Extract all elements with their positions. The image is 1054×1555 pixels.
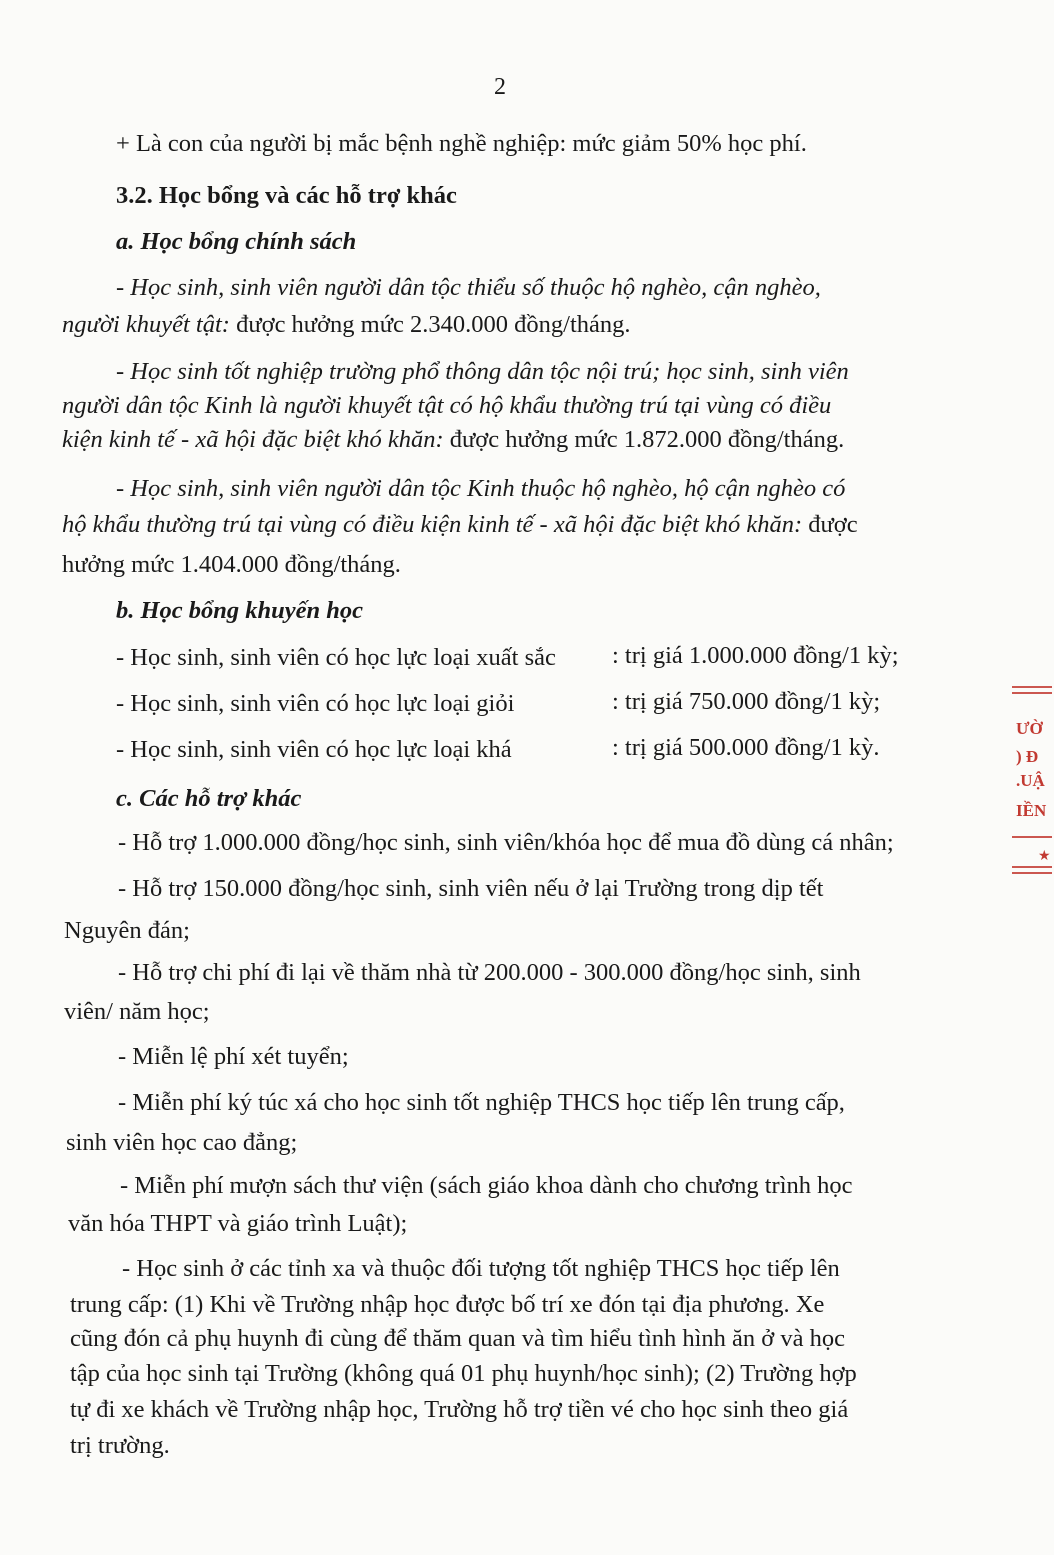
stamp-text: .UẬ	[1016, 771, 1045, 790]
text-line: tự đi xe khách về Trường nhập học, Trường hỗ trợ tiền vé cho học sinh theo giá	[70, 1396, 849, 1423]
text-span: được hưởng mức 1.872.000 đồng/tháng.	[443, 426, 845, 453]
text-line: hưởng mức 1.404.000 đồng/tháng.	[62, 551, 401, 578]
text-line	[62, 428, 844, 453]
text-span: được	[802, 511, 858, 538]
text-line: - Học sinh, sinh viên người dân tộc Kinh thuộc hộ nghèo, hộ cận nghèo có	[116, 475, 846, 502]
italic-phrase: người khuyết tật:	[62, 311, 230, 338]
text-line: văn hóa THPT và giáo trình Luật);	[68, 1210, 408, 1237]
subsection-heading-b: b. Học bổng khuyến học	[116, 597, 364, 624]
stamp-rule	[1012, 686, 1052, 688]
page-number: 2	[494, 74, 506, 100]
text-line: - Hỗ trợ 1.000.000 đồng/học sinh, sinh viên/khóa học để mua đồ dùng cá nhân;	[118, 829, 894, 856]
text-line: tập của học sinh tại Trường (không quá 01 phụ huynh/học sinh); (2) Trường hợp	[70, 1360, 857, 1387]
text-line: + Là con của người bị mắc bệnh nghề nghiệp: mức giảm 50% học phí.	[116, 130, 807, 157]
text-line: - Miễn phí mượn sách thư viện (sách giáo khoa dành cho chương trình học	[120, 1172, 853, 1199]
scholarship-label: - Học sinh, sinh viên có học lực loại khá	[116, 736, 512, 763]
scholarship-value: : trị giá 1.000.000 đồng/1 kỳ;	[612, 642, 899, 669]
text-line: trị trường.	[70, 1432, 170, 1459]
scholarship-label: - Học sinh, sinh viên có học lực loại xuất sắc	[116, 644, 556, 671]
stamp-rule	[1012, 866, 1052, 868]
text-line: trung cấp: (1) Khi về Trường nhập học được bố trí xe đón tại địa phương. Xe	[70, 1291, 825, 1318]
text-line: cũng đón cả phụ huynh đi cùng để thăm quan và tìm hiểu tình hình ăn ở và học	[70, 1325, 846, 1352]
scholarship-value: : trị giá 500.000 đồng/1 kỳ.	[612, 734, 880, 761]
text-span: được hưởng mức 2.340.000 đồng/tháng.	[229, 311, 631, 338]
scholarship-label: - Học sinh, sinh viên có học lực loại giỏi	[116, 690, 515, 717]
stamp-rule	[1012, 872, 1052, 874]
italic-phrase: kiện kinh tế - xã hội đặc biệt khó khăn:	[62, 426, 444, 453]
section-heading: 3.2. Học bổng và các hỗ trợ khác	[116, 182, 457, 209]
subsection-heading-a: a. Học bổng chính sách	[116, 228, 357, 255]
text-line: viên/ năm học;	[64, 998, 210, 1025]
text-line: - Học sinh tốt nghiệp trường phổ thông dân tộc nội trú; học sinh, sinh viên	[116, 358, 849, 385]
text-line: người dân tộc Kinh là người khuyết tật có hộ khẩu thường trú tại vùng có điều	[62, 392, 832, 419]
text-line: Nguyên đán;	[64, 917, 190, 944]
star-icon: ★	[1038, 849, 1051, 864]
text-line: - Học sinh, sinh viên người dân tộc thiểu số thuộc hộ nghèo, cận nghèo,	[116, 274, 821, 301]
text-line	[62, 513, 858, 538]
text-line: - Miễn lệ phí xét tuyển;	[118, 1043, 349, 1070]
text-line: - Hỗ trợ chi phí đi lại về thăm nhà từ 200.000 - 300.000 đồng/học sinh, sinh	[118, 959, 861, 986]
italic-phrase: hộ khẩu thường trú tại vùng có điều kiện kinh tế - xã hội đặc biệt khó khăn:	[62, 511, 803, 538]
text-line: - Miễn phí ký túc xá cho học sinh tốt nghiệp THCS học tiếp lên trung cấp,	[118, 1089, 845, 1116]
subsection-heading-c: c. Các hỗ trợ khác	[116, 785, 302, 812]
text-line	[62, 313, 631, 338]
stamp-fragment	[1008, 668, 1054, 890]
stamp-text: IỀN	[1016, 801, 1047, 820]
text-line: - Học sinh ở các tỉnh xa và thuộc đối tượng tốt nghiệp THCS học tiếp lên	[122, 1255, 840, 1282]
stamp-text: ) Đ	[1016, 747, 1039, 766]
stamp-text: ƯỜ	[1016, 719, 1043, 738]
stamp-rule	[1012, 836, 1052, 838]
scholarship-value: : trị giá 750.000 đồng/1 kỳ;	[612, 688, 881, 715]
text-line: - Hỗ trợ 150.000 đồng/học sinh, sinh viên nếu ở lại Trường trong dịp tết	[118, 875, 824, 902]
stamp-rule	[1012, 692, 1052, 694]
text-line: sinh viên học cao đẳng;	[66, 1129, 298, 1156]
